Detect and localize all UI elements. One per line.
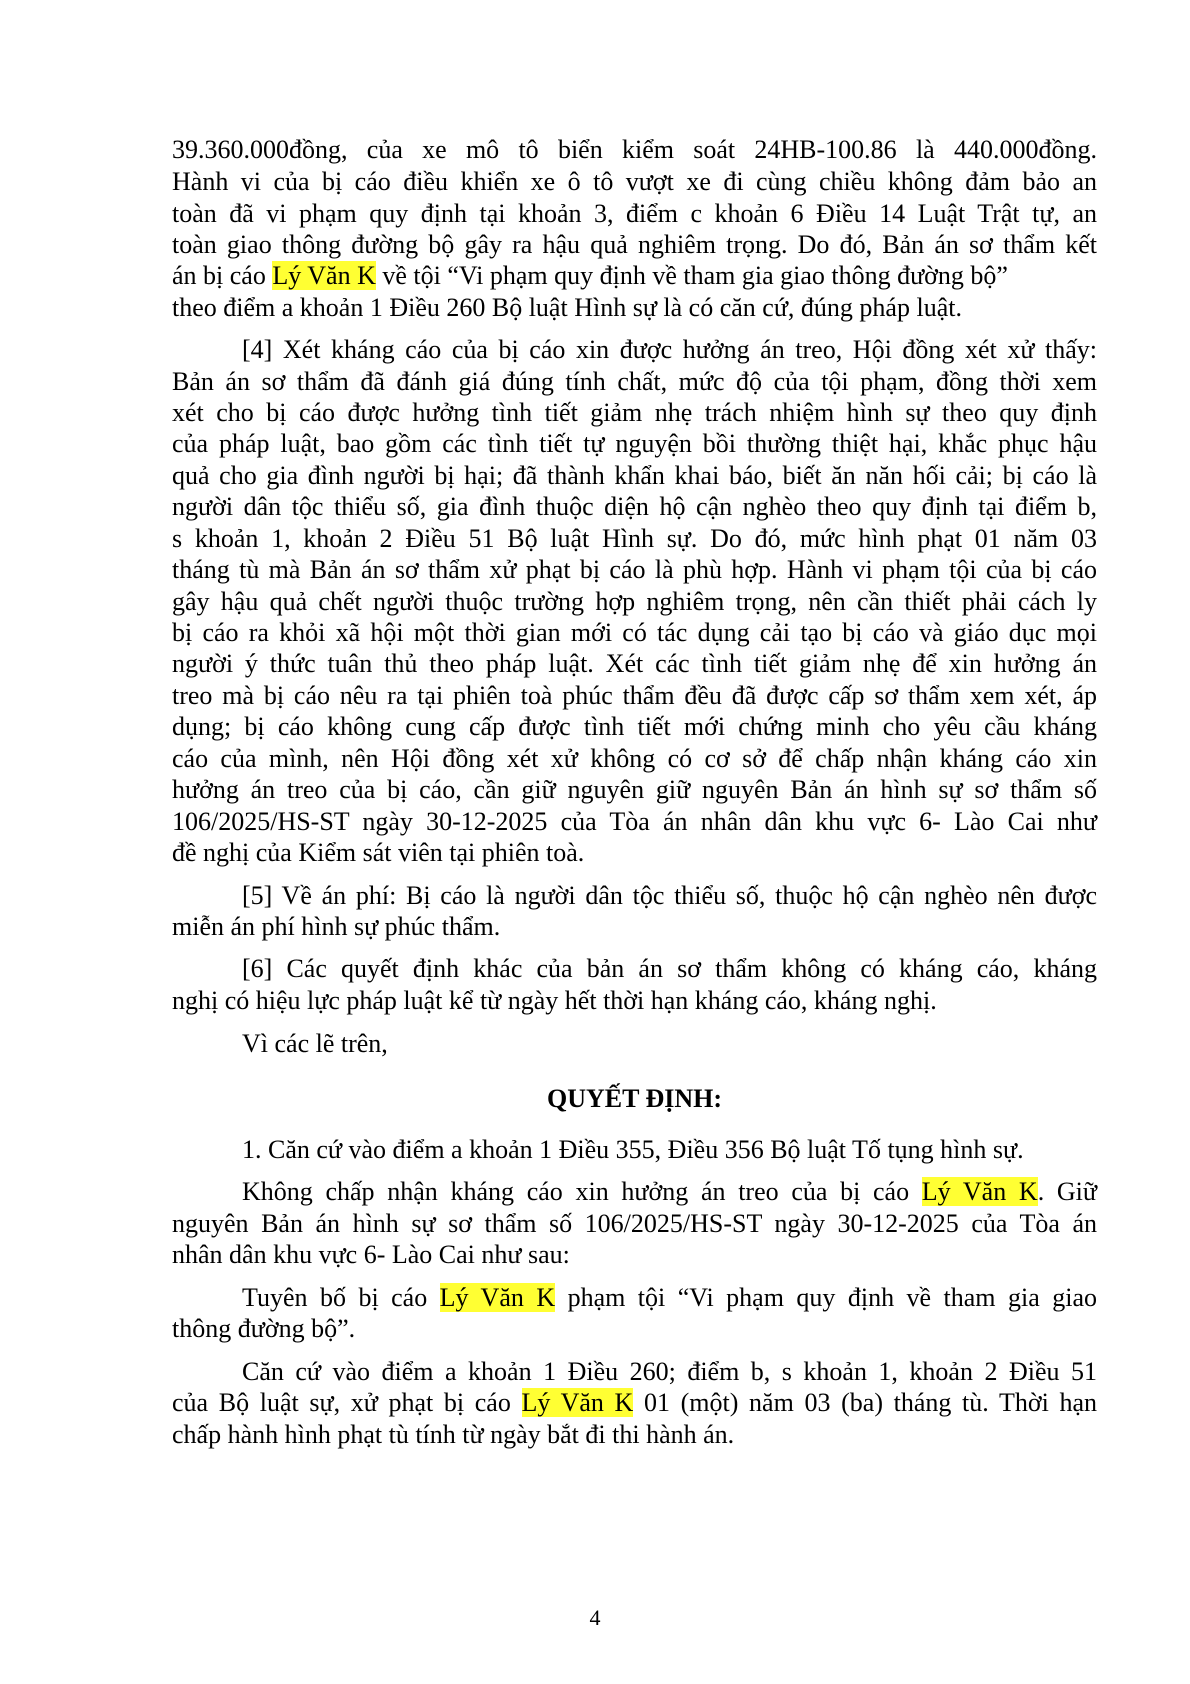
body-text: phạm tội “Vi phạm quy định về tham gia giao: [555, 1283, 1097, 1312]
body-text: Không chấp nhận kháng cáo xin hưởng án treo của bị cáo: [242, 1177, 922, 1206]
body-line: theo điểm a khoản 1 Điều 260 Bộ luật Hình sự là có căn cứ, đúng pháp luật.: [172, 293, 962, 322]
body-line: của pháp luật, bao gồm các tình tiết tự nguyện bồi thường thiệt hại, khắc phục hậu: [172, 429, 1097, 458]
body-line: 106/2025/HS-ST ngày 30-12-2025 của Tòa án nhân dân khu vực 6- Lào Cai như: [172, 807, 1097, 836]
body-line: treo mà bị cáo nêu ra tại phiên toà phúc thẩm đều đã được cấp sơ thẩm xem xét, áp: [172, 681, 1097, 710]
highlighted-defendant-name: Lý Văn K: [521, 1388, 634, 1417]
body-line: [172, 1282, 1097, 1314]
body-text: . Giữ: [1037, 1177, 1097, 1206]
body-line: người ý thức tuân thủ theo pháp luật. Xét các tình tiết giảm nhẹ để xin hưởng án: [172, 649, 1097, 678]
body-line: bị cáo ra khỏi xã hội một thời gian mới có tác dụng cải tạo bị cáo và giáo dục mọi: [172, 618, 1097, 647]
body-line: thông đường bộ”.: [172, 1314, 356, 1343]
highlighted-defendant-name: Lý Văn K: [921, 1177, 1038, 1206]
decision-item-1: 1. Căn cứ vào điểm a khoản 1 Điều 355, Điều 356 Bộ luật Tố tụng hình sự.: [242, 1135, 1024, 1164]
body-line: gây hậu quả chết người thuộc trường hợp nghiêm trọng, nên cần thiết phải cách ly: [172, 587, 1097, 616]
body-text: 01 (một) năm 03 (ba) tháng tù. Thời hạn: [633, 1388, 1098, 1417]
body-line: nguyên Bản án hình sự sơ thẩm số 106/2025/HS-ST ngày 30-12-2025 của Tòa án: [172, 1209, 1097, 1238]
body-line: s khoản 1, khoản 2 Điều 51 Bộ luật Hình sự. Do đó, mức hình phạt 01 năm 03: [172, 524, 1097, 553]
body-line: dụng; bị cáo không cung cấp được tình tiết mới chứng minh cho yêu cầu kháng: [172, 712, 1097, 741]
body-line: toàn giao thông đường bộ gây ra hậu quả nghiêm trọng. Do đó, Bản án sơ thẩm kết: [172, 230, 1097, 259]
body-line: cáo của mình, nên Hội đồng xét xử không có cơ sở để chấp nhận kháng cáo xin: [172, 744, 1097, 773]
body-line: [172, 1176, 1097, 1208]
page-number: 4: [589, 1605, 601, 1630]
body-line: đề nghị của Kiểm sát viên tại phiên toà.: [172, 838, 585, 867]
highlighted-defendant-name: Lý Văn K: [272, 261, 376, 290]
body-text: của Bộ luật sự, xử phạt bị cáo: [172, 1388, 522, 1417]
paragraph-4-first-line: [4] Xét kháng cáo của bị cáo xin được hưởng án treo, Hội đồng xét xử thấy:: [242, 335, 1097, 364]
paragraph-5-first-line: [5] Về án phí: Bị cáo là người dân tộc thiểu số, thuộc hộ cận nghèo nên được: [242, 881, 1097, 910]
body-line: Bản án sơ thẩm đã đánh giá đúng tính chất, mức độ của tội phạm, đồng thời xem: [172, 367, 1097, 396]
body-line: [172, 1387, 1097, 1419]
body-text: án bị cáo: [172, 261, 273, 290]
body-line: 39.360.000đồng, của xe mô tô biển kiểm soát 24HB-100.86 là 440.000đồng.: [172, 135, 1097, 164]
paragraph-6-first-line: [6] Các quyết định khác của bản án sơ thẩm không có kháng cáo, kháng: [242, 954, 1097, 983]
body-line: Căn cứ vào điểm a khoản 1 Điều 260; điểm b, s khoản 1, khoản 2 Điều 51: [242, 1357, 1097, 1386]
body-line: nhân dân khu vực 6- Lào Cai như sau:: [172, 1240, 570, 1269]
highlighted-defendant-name: Lý Văn K: [439, 1283, 556, 1312]
body-line: Hành vi của bị cáo điều khiển xe ô tô vượt xe đi cùng chiều không đảm bảo an: [172, 167, 1097, 196]
closing-line: Vì các lẽ trên,: [242, 1029, 388, 1058]
body-line: xét cho bị cáo được hưởng tình tiết giảm nhẹ trách nhiệm hình sự theo quy định: [172, 398, 1097, 427]
body-text: Tuyên bố bị cáo: [242, 1283, 440, 1312]
body-line: người dân tộc thiểu số, gia đình thuộc diện hộ cận nghèo theo quy định tại điểm b,: [172, 492, 1097, 521]
body-line: nghị có hiệu lực pháp luật kể từ ngày hết thời hạn kháng cáo, kháng nghị.: [172, 986, 937, 1015]
body-line: hưởng án treo của bị cáo, cần giữ nguyên giữ nguyên Bản án hình sự sơ thẩm số: [172, 775, 1097, 804]
body-line: toàn đã vi phạm quy định tại khoản 3, điểm c khoản 6 Điều 14 Luật Trật tự, an: [172, 199, 1097, 228]
body-line: quả cho gia đình người bị hại; đã thành khẩn khai báo, biết ăn năn hối cải; bị cáo là: [172, 461, 1097, 490]
body-line: [172, 260, 1097, 292]
body-line: tháng tù mà Bản án sơ thẩm xử phạt bị cáo là phù hợp. Hành vi phạm tội của bị cáo: [172, 555, 1097, 584]
decision-heading: QUYẾT ĐỊNH:: [546, 1084, 723, 1113]
body-line: chấp hành hình phạt tù tính từ ngày bắt đi thi hành án.: [172, 1420, 735, 1449]
body-line: miễn án phí hình sự phúc thẩm.: [172, 912, 501, 941]
body-text: về tội “Vi phạm quy định về tham gia giao thông đường bộ”: [375, 261, 1008, 290]
